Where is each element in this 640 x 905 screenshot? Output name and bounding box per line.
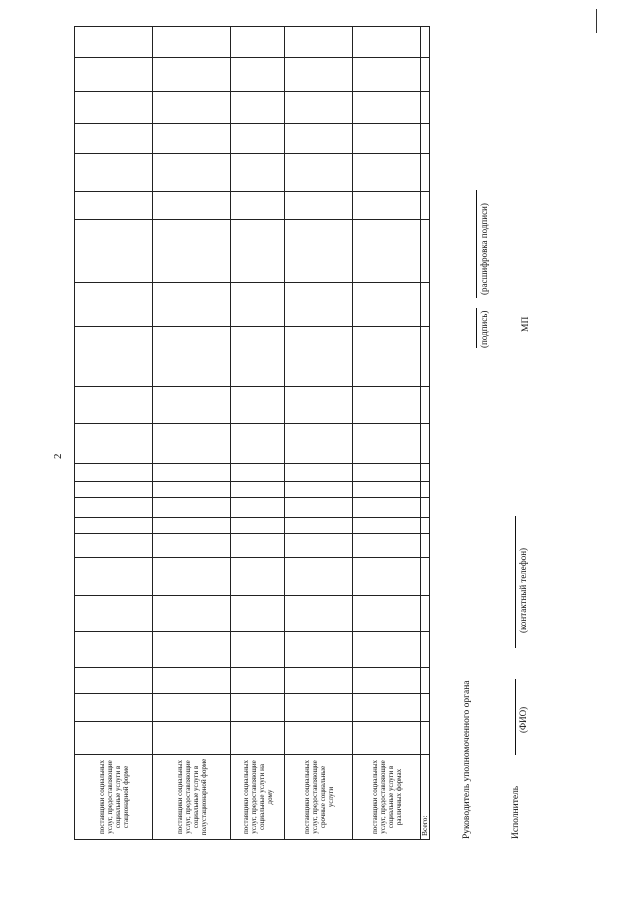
row-label: поставщики социальных услуг, предоставляющие социальные услуги в полустационарной форме — [153, 755, 231, 840]
table-cell — [421, 283, 430, 327]
table-cell — [75, 220, 153, 283]
table-cell — [353, 58, 421, 92]
table-cell — [285, 192, 353, 220]
table-cell — [285, 58, 353, 92]
fio-line — [515, 679, 516, 755]
table-cell — [353, 722, 421, 755]
table-cell — [75, 92, 153, 124]
table-cell — [75, 58, 153, 92]
table-row — [153, 27, 231, 840]
table-cell — [285, 154, 353, 192]
table-cell — [231, 534, 285, 558]
table-cell — [353, 327, 421, 387]
table-cell — [231, 596, 285, 632]
data-table — [74, 26, 430, 840]
row-label: Всего: — [421, 755, 430, 840]
table-cell — [75, 124, 153, 154]
table-cell — [75, 192, 153, 220]
table-cell — [421, 154, 430, 192]
signature-caption: (подпись) — [479, 310, 489, 348]
table-cell — [421, 694, 430, 722]
table-cell — [75, 482, 153, 498]
table-cell — [153, 154, 231, 192]
table-cell — [421, 596, 430, 632]
table-cell — [353, 124, 421, 154]
table-row — [285, 27, 353, 840]
signature-decoding-caption: (расшифровка подписи) — [479, 203, 489, 295]
executor-label: Исполнитель — [511, 785, 521, 839]
table-cell — [285, 632, 353, 668]
table-cell — [353, 482, 421, 498]
table-cell — [231, 482, 285, 498]
table-cell — [421, 558, 430, 596]
table-cell — [231, 124, 285, 154]
table-cell — [231, 464, 285, 482]
table-cell — [353, 424, 421, 464]
table-cell — [285, 92, 353, 124]
table-cell — [353, 534, 421, 558]
table-cell — [421, 192, 430, 220]
signature-decoding-line — [476, 190, 477, 298]
table-cell — [353, 518, 421, 534]
table-cell — [285, 27, 353, 58]
row-label: поставщики социальных услуг, предоставляющие социальные услуги на дому — [231, 755, 285, 840]
table-row — [353, 27, 421, 840]
table-cell — [285, 534, 353, 558]
table-cell — [421, 464, 430, 482]
table-cell — [285, 424, 353, 464]
table-cell — [153, 124, 231, 154]
table-cell — [231, 632, 285, 668]
table-cell — [353, 558, 421, 596]
table-cell — [285, 482, 353, 498]
table-cell — [353, 464, 421, 482]
table-cell — [231, 283, 285, 327]
table-cell — [153, 596, 231, 632]
table-cell — [231, 518, 285, 534]
table-cell — [285, 694, 353, 722]
table-cell — [285, 124, 353, 154]
table-cell — [421, 92, 430, 124]
table-cell — [153, 92, 231, 124]
table-cell — [153, 327, 231, 387]
table-cell — [353, 387, 421, 424]
table-cell — [421, 518, 430, 534]
table-cell — [153, 722, 231, 755]
table-cell — [231, 220, 285, 283]
table-cell — [421, 387, 430, 424]
table-cell — [353, 92, 421, 124]
table-cell — [153, 424, 231, 464]
row-label: поставщики социальных услуг, предоставляющие социальные услуги в стационарной форме — [75, 755, 153, 840]
table-cell — [353, 154, 421, 192]
table-cell — [153, 27, 231, 58]
table-cell — [421, 424, 430, 464]
table-cell — [153, 632, 231, 668]
table-cell — [231, 92, 285, 124]
table-cell — [75, 283, 153, 327]
row-label: поставщики социальных услуг, предоставляющие срочные социальные услуги — [285, 755, 353, 840]
table-cell — [285, 596, 353, 632]
table-cell — [153, 387, 231, 424]
table-cell — [153, 668, 231, 694]
table-cell — [421, 124, 430, 154]
table-cell — [285, 668, 353, 694]
page-number: 2 — [52, 453, 64, 459]
table-cell — [153, 58, 231, 92]
table-cell — [75, 668, 153, 694]
table-cell — [75, 498, 153, 518]
table-cell — [231, 327, 285, 387]
table-cell — [153, 534, 231, 558]
table-cell — [75, 387, 153, 424]
table-cell — [353, 694, 421, 722]
table-cell — [421, 220, 430, 283]
row-label: поставщики социальных услуг, предоставляющие социальные услуги в различных формах — [353, 755, 421, 840]
table-cell — [75, 518, 153, 534]
table-row — [231, 27, 285, 840]
table-cell — [153, 558, 231, 596]
table-cell — [75, 722, 153, 755]
table-cell — [153, 192, 231, 220]
footer-line — [596, 9, 597, 33]
table-cell — [353, 632, 421, 668]
phone-caption: (контактный телефон) — [518, 547, 528, 633]
table-cell — [353, 498, 421, 518]
table-cell — [353, 596, 421, 632]
table-cell — [285, 518, 353, 534]
table-cell — [231, 192, 285, 220]
table-row — [75, 27, 153, 840]
table-cell — [231, 498, 285, 518]
stamp-place: МП — [521, 316, 531, 332]
table-cell — [421, 722, 430, 755]
table-cell — [421, 58, 430, 92]
table-row — [421, 27, 430, 840]
table-cell — [421, 327, 430, 387]
table-cell — [153, 464, 231, 482]
table-cell — [231, 27, 285, 58]
table-cell — [75, 558, 153, 596]
table-cell — [231, 668, 285, 694]
table-cell — [285, 722, 353, 755]
table-cell — [153, 283, 231, 327]
table-cell — [153, 482, 231, 498]
table-cell — [285, 283, 353, 327]
table-cell — [285, 220, 353, 283]
phone-line — [515, 516, 516, 648]
head-signature-label: Руководитель уполномоченного органа — [462, 680, 472, 839]
table-cell — [421, 534, 430, 558]
table-cell — [153, 220, 231, 283]
table-cell — [75, 596, 153, 632]
table-cell — [285, 327, 353, 387]
table-cell — [231, 558, 285, 596]
table-cell — [153, 498, 231, 518]
table-cell — [353, 283, 421, 327]
table-cell — [353, 220, 421, 283]
signature-line — [476, 308, 477, 348]
table-cell — [153, 518, 231, 534]
table-cell — [75, 27, 153, 58]
table-cell — [421, 27, 430, 58]
table-cell — [421, 632, 430, 668]
table-cell — [75, 534, 153, 558]
table-cell — [353, 27, 421, 58]
table-cell — [353, 192, 421, 220]
table-cell — [75, 327, 153, 387]
table-cell — [75, 632, 153, 668]
table-cell — [285, 464, 353, 482]
table-cell — [231, 722, 285, 755]
fio-caption: (ФИО) — [518, 706, 528, 733]
table-cell — [231, 424, 285, 464]
table-cell — [285, 387, 353, 424]
table-cell — [421, 668, 430, 694]
table-cell — [231, 694, 285, 722]
table-cell — [75, 464, 153, 482]
table-cell — [285, 558, 353, 596]
table-cell — [75, 424, 153, 464]
table-cell — [421, 498, 430, 518]
table-cell — [231, 387, 285, 424]
table-cell — [353, 668, 421, 694]
table-cell — [75, 154, 153, 192]
table-cell — [231, 58, 285, 92]
table-cell — [153, 694, 231, 722]
table-cell — [421, 482, 430, 498]
table-cell — [231, 154, 285, 192]
table-cell — [285, 498, 353, 518]
table-cell — [75, 694, 153, 722]
